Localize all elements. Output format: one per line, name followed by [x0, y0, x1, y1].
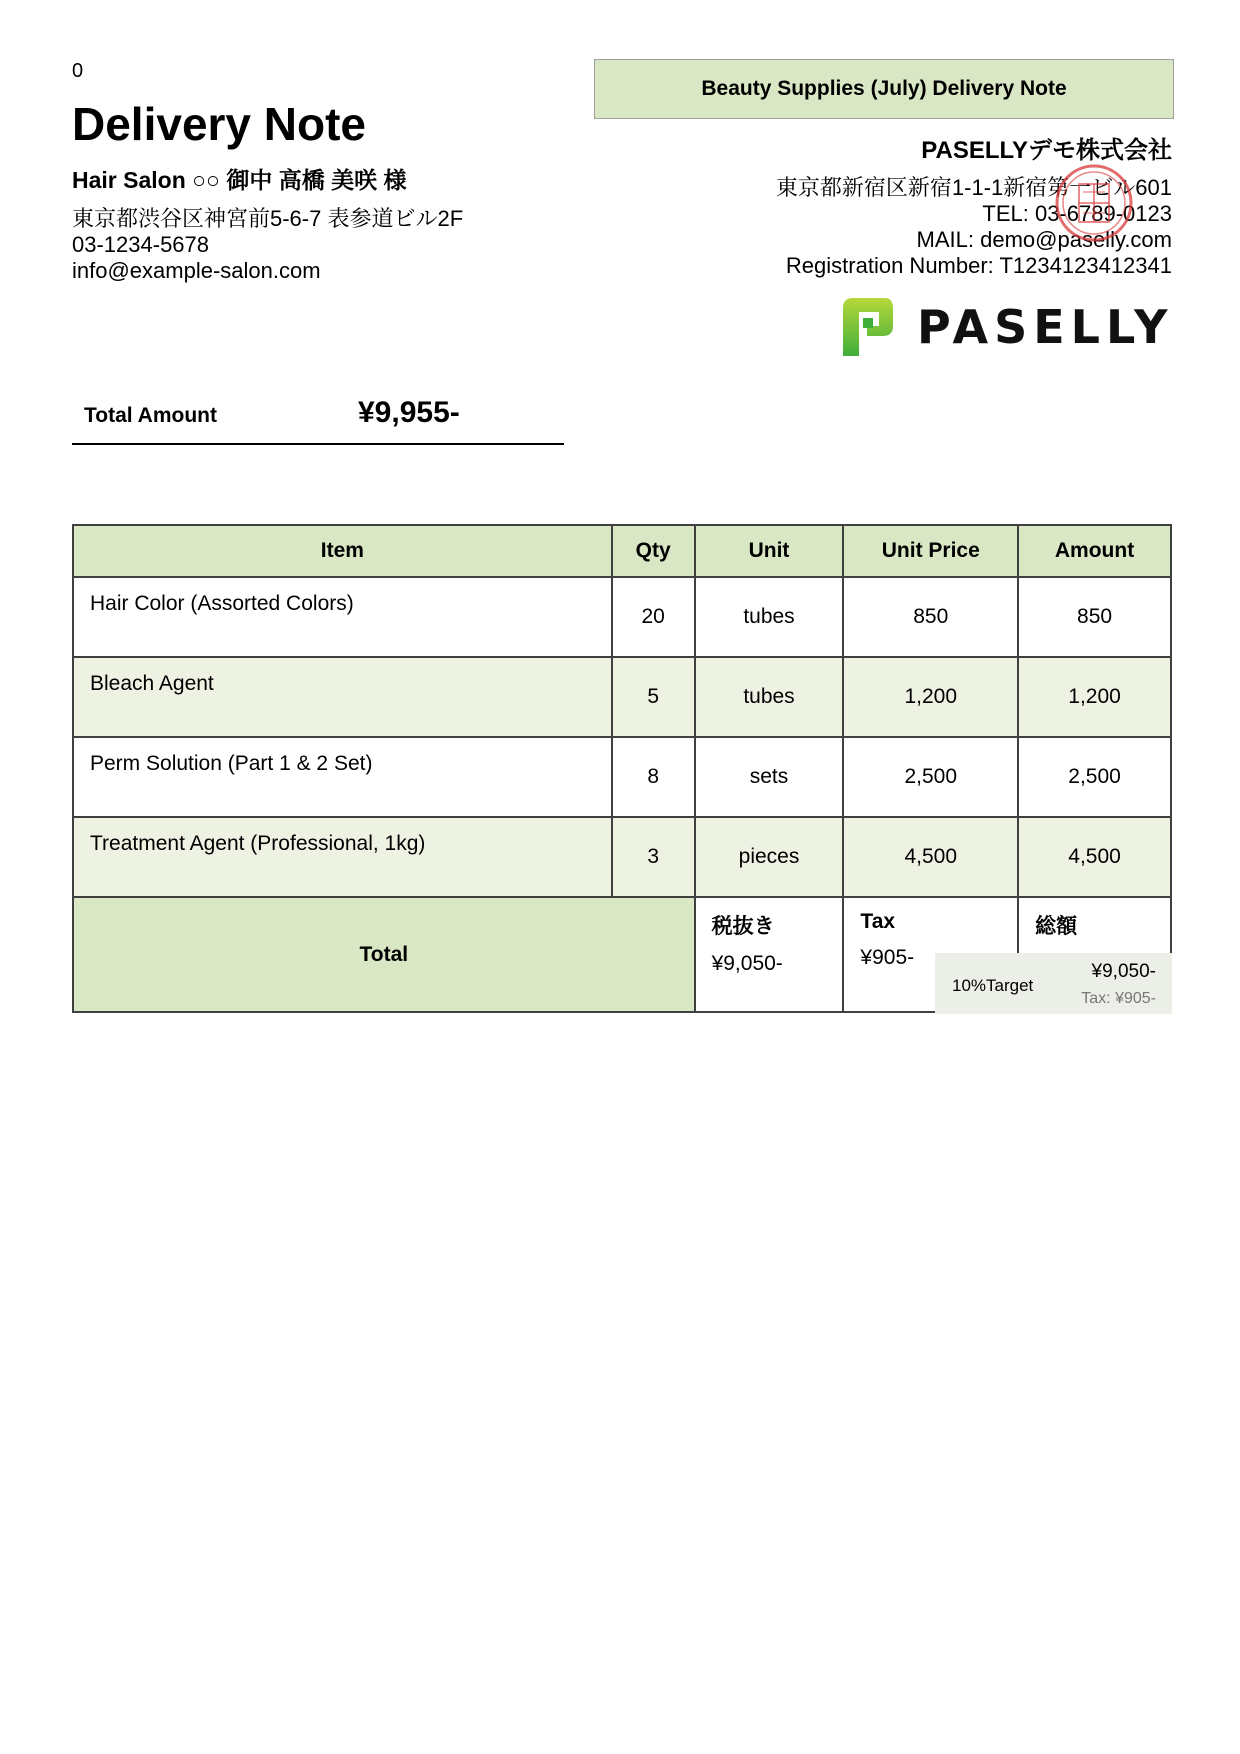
tax-breakdown-tax: Tax: ¥905-: [1081, 990, 1156, 1007]
row-qty: 8: [612, 737, 695, 817]
row-unit-price: 4,500: [843, 817, 1018, 897]
subtotal-label: 税抜き: [711, 915, 775, 938]
row-item: Treatment Agent (Professional, 1kg): [73, 817, 612, 897]
row-unit: sets: [695, 737, 844, 817]
tax-label: Tax: [860, 910, 896, 933]
recipient-email: info@example-salon.com: [72, 258, 321, 283]
header-qty: Qty: [612, 525, 695, 577]
row-item: Perm Solution (Part 1 & 2 Set): [73, 737, 612, 817]
tax-breakdown-amount: ¥9,050-: [1091, 961, 1156, 982]
subject-box: [594, 59, 1174, 119]
row-amount: 1,200: [1018, 657, 1171, 737]
row-amount: 4,500: [1018, 817, 1171, 897]
row-item: Bleach Agent: [73, 657, 612, 737]
subtotal-cell: [695, 897, 844, 1012]
row-amount: 2,500: [1018, 737, 1171, 817]
total-amount-block: [72, 392, 564, 445]
subject-text: Beauty Supplies (July) Delivery Note: [701, 77, 1067, 100]
header-amount: Amount: [1018, 525, 1171, 577]
header-item: Item: [73, 525, 612, 577]
row-unit: tubes: [695, 657, 844, 737]
row-qty: 5: [612, 657, 695, 737]
recipient-contact: [72, 206, 463, 284]
row-unit-price: 1,200: [843, 657, 1018, 737]
items-table: [72, 524, 1172, 1013]
issuer-tel: TEL: 03-6789-0123: [982, 201, 1172, 226]
tax-breakdown-label: 10%Target: [952, 976, 1034, 995]
row-unit: pieces: [695, 817, 844, 897]
row-item: Hair Color (Assorted Colors): [73, 577, 612, 657]
document-title: Delivery Note: [72, 98, 367, 150]
table-row: [73, 737, 1171, 817]
header-unit: Unit: [695, 525, 844, 577]
grand-total-label: 総額: [1035, 915, 1078, 938]
company-seal-icon: [1053, 162, 1135, 244]
table-row: [73, 817, 1171, 897]
paselly-logo: [841, 296, 1173, 358]
row-unit-price: 850: [843, 577, 1018, 657]
tax-breakdown-box: [935, 953, 1172, 1014]
tax-value: ¥905-: [860, 946, 915, 969]
recipient-address: 東京都渋谷区神宮前5-6-7 表参道ビル2F: [72, 206, 464, 231]
header-unit-price: Unit Price: [843, 525, 1018, 577]
table-row: [73, 577, 1171, 657]
total-amount-value: ¥9,955-: [358, 396, 460, 429]
row-unit-price: 2,500: [843, 737, 1018, 817]
total-row-label: Total: [73, 897, 695, 1012]
issuer-mail: MAIL: demo@paselly.com: [916, 227, 1172, 252]
total-amount-label: Total Amount: [84, 404, 217, 427]
recipient-phone: 03-1234-5678: [72, 232, 210, 257]
subtotal-value: ¥9,050-: [711, 952, 783, 975]
row-amount: 850: [1018, 577, 1171, 657]
table-row: [73, 657, 1171, 737]
table-header-row: [73, 525, 1171, 577]
row-unit: tubes: [695, 577, 844, 657]
recipient-name: Hair Salon ○○ 御中 高橋 美咲 様: [72, 167, 407, 193]
row-qty: 3: [612, 817, 695, 897]
document-number: 0: [72, 60, 84, 82]
issuer-company: PASELLYデモ株式会社: [921, 137, 1172, 164]
issuer-registration: Registration Number: T1234123412341: [785, 253, 1172, 278]
issuer-address: 東京都新宿区新宿1-1-1新宿第一ビル601: [775, 175, 1172, 200]
logo-wordmark: PASELLY: [917, 300, 1173, 354]
row-qty: 20: [612, 577, 695, 657]
